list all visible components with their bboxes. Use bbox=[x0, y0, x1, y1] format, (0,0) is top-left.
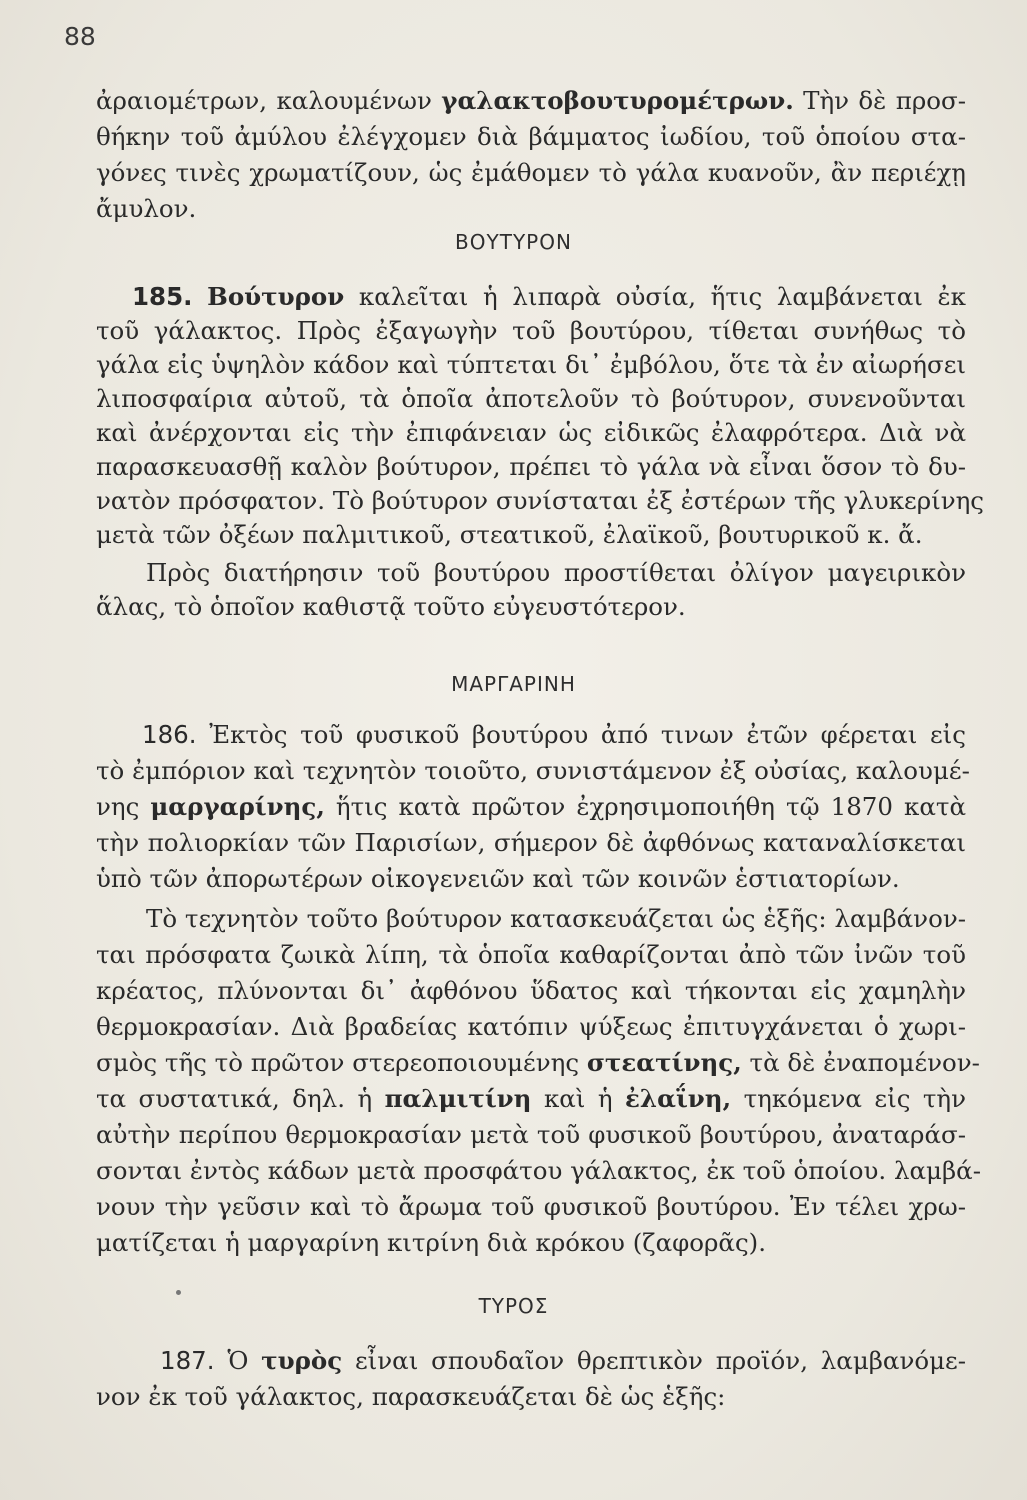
text-line: λιποσφαίρια αὐτοῦ, τὰ ὁποῖα ἀποτελοῦν τὸ βούτυρον, συνενοῦνται bbox=[96, 384, 966, 413]
text-line: τὸ ἐμπόριον καὶ τεχνητὸν τοιοῦτο, συνιστάμενον ἐξ οὐσίας, καλουμέ- bbox=[96, 756, 970, 785]
text-line: γόνες τινὲς χρωματίζουν, ὡς ἐμάθομεν τὸ γάλα κυανοῦν, ἂν περιέχῃ bbox=[96, 158, 966, 187]
text-line: ἅλας, τὸ ὁποῖον καθιστᾷ τοῦτο εὐγευστότερον. bbox=[96, 592, 686, 621]
text-line: κρέατος, πλύνονται δι᾽ ἀφθόνου ὕδατος καὶ τήκονται εἰς χαμηλὴν bbox=[96, 976, 966, 1005]
text-line: γάλα εἰς ὑψηλὸν κάδον καὶ τύπτεται δι᾽ ἐμβόλου, ὅτε τὰ ἐν αἰωρήσει bbox=[96, 350, 966, 379]
text-line: νον ἐκ τοῦ γάλακτος, παρασκευάζεται δὲ ὡς ἑξῆς: bbox=[96, 1382, 726, 1411]
section-heading-margarine: ΜΑΡΓΑΡΙΝΗ bbox=[451, 672, 576, 696]
text-line: ματίζεται ἡ μαργαρίνη κιτρίνη διὰ κρόκου (ζαφορᾶς). bbox=[96, 1228, 767, 1257]
text-line: ὑπὸ τῶν ἀπορωτέρων οἰκογενειῶν καὶ τῶν κοινῶν ἑστιατορίων. bbox=[96, 864, 900, 893]
text-line: τοῦ γάλακτος. Πρὸς ἐξαγωγὴν τοῦ βουτύρου, τίθεται συνήθως τὸ bbox=[96, 316, 966, 345]
text-line: σονται ἐντὸς κάδων μετὰ προσφάτου γάλακτος, ἐκ τοῦ ὁποίου. λαμβά- bbox=[96, 1156, 981, 1185]
text-line: σμὸς τῆς τὸ πρῶτον στερεοποιουμένης στεατίνης, τὰ δὲ ἐναπομένον- bbox=[96, 1048, 980, 1077]
text-line: καὶ ἀνέρχονται εἰς τὴν ἐπιφάνειαν ὡς εἰδικῶς ἐλαφρότερα. Διὰ νὰ bbox=[96, 418, 966, 447]
section-heading-cheese: ΤΥΡΟΣ bbox=[478, 1294, 549, 1318]
text-line: Πρὸς διατήρησιν τοῦ βουτύρου προστίθεται ὀλίγον μαγειρικὸν bbox=[146, 558, 966, 587]
section-heading-butter: ΒΟΥΤΥΡΟΝ bbox=[455, 230, 572, 254]
text-line: ἄμυλον. bbox=[96, 194, 197, 223]
text-line: 186. Ἐκτὸς τοῦ φυσικοῦ βουτύρου ἀπό τινων ἐτῶν φέρεται εἰς bbox=[142, 720, 966, 749]
text-line: ται πρόσφατα ζωικὰ λίπη, τὰ ὁποῖα καθαρίζονται ἀπὸ τῶν ἰνῶν τοῦ bbox=[96, 940, 966, 969]
text-line: μετὰ τῶν ὀξέων παλμιτικοῦ, στεατικοῦ, ἐλαϊκοῦ, βουτυρικοῦ κ. ἄ. bbox=[96, 520, 923, 549]
text-line: νατὸν πρόσφατον. Τὸ βούτυρον συνίσταται ἐξ ἐστέρων τῆς γλυκερίνης bbox=[96, 486, 985, 515]
text-line: θήκην τοῦ ἀμύλου ἐλέγχομεν διὰ βάμματος ἰωδίου, τοῦ ὁποίου στα- bbox=[96, 122, 966, 151]
page-number: 88 bbox=[64, 22, 96, 51]
text-line: 185. Βούτυρον καλεῖται ἡ λιπαρὰ οὐσία, ἥτις λαμβάνεται ἐκ bbox=[132, 282, 966, 311]
text-line: παρασκευασθῇ καλὸν βούτυρον, πρέπει τὸ γάλα νὰ εἶναι ὅσον τὸ δυ- bbox=[96, 452, 966, 481]
text-line: αὐτὴν περίπου θερμοκρασίαν μετὰ τοῦ φυσικοῦ βουτύρου, ἀναταράσ- bbox=[96, 1120, 966, 1149]
text-line: τα συστατικά, δηλ. ἡ παλμιτίνη καὶ ἡ ἐλαΐνη, τηκόμενα εἰς τὴν bbox=[96, 1084, 967, 1113]
text-line: τὴν πολιορκίαν τῶν Παρισίων, σήμερον δὲ ἀφθόνως καταναλίσκεται bbox=[96, 828, 966, 857]
text-line: Τὸ τεχνητὸν τοῦτο βούτυρον κατασκευάζεται ὡς ἑξῆς: λαμβάνον- bbox=[146, 904, 966, 933]
text-line: νουν τὴν γεῦσιν καὶ τὸ ἄρωμα τοῦ φυσικοῦ βουτύρου. Ἐν τέλει χρω- bbox=[96, 1192, 966, 1221]
text-line: νης μαργαρίνης, ἥτις κατὰ πρῶτον ἐχρησιμοποιήθη τῷ 1870 κατὰ bbox=[96, 792, 966, 821]
text-line: ἀραιομέτρων, καλουμένων γαλακτοβουτυρομέτρων. Τὴν δὲ προσ- bbox=[96, 86, 966, 115]
text-line: 187. Ὁ τυρὸς εἶναι σπουδαῖον θρεπτικὸν προϊόν, λαμβανόμε- bbox=[160, 1346, 966, 1375]
text-line: θερμοκρασίαν. Διὰ βραδείας κατόπιν ψύξεως ἐπιτυγχάνεται ὁ χωρι- bbox=[96, 1012, 966, 1041]
